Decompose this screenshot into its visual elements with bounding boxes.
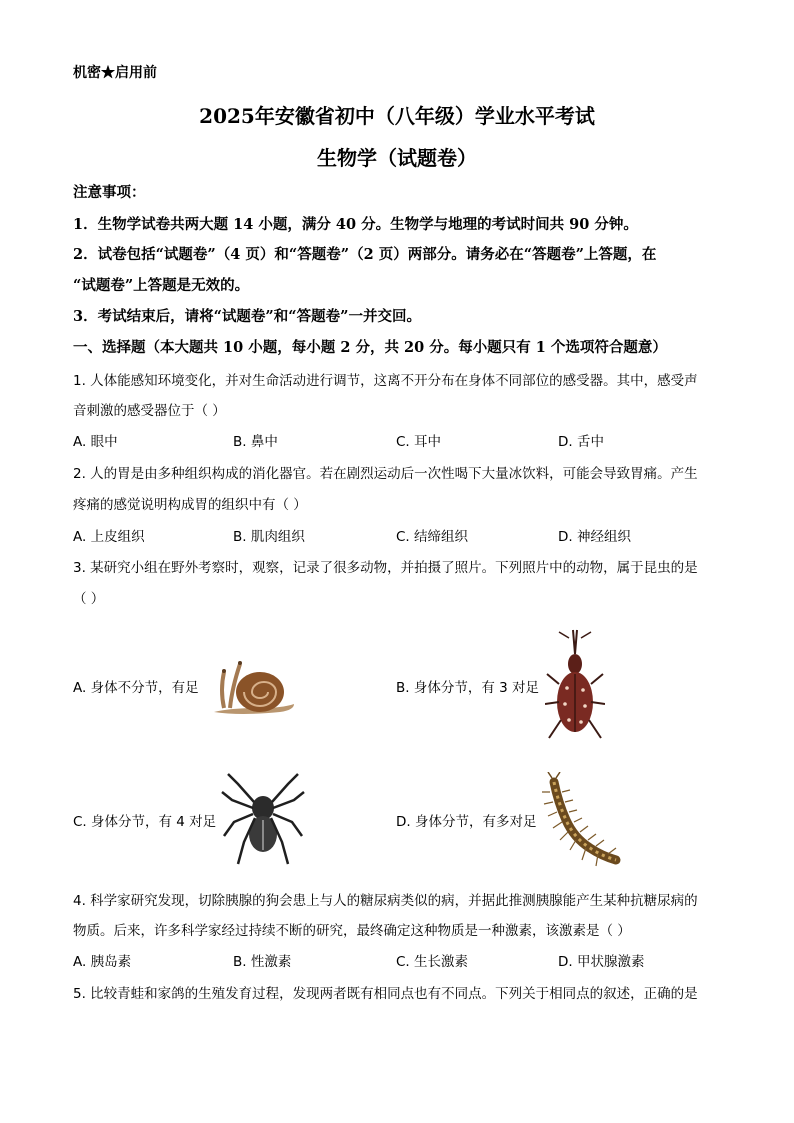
option-d: D. 舌中	[558, 434, 604, 450]
option-d: D. 神经组织	[558, 529, 631, 545]
option-a: A. 胰岛素	[73, 954, 132, 970]
notice-item: 2．试卷包括“试题卷”（4 页）和“答题卷”（2 页）两部分。请务必在“答题卷”上答题，在	[73, 246, 657, 263]
secret-label: 机密★启用前	[73, 65, 157, 81]
notice-item: 1．生物学试卷共两大题 14 小题，满分 40 分。生物学与地理的考试时间共 90 分钟。	[73, 216, 638, 233]
question-text: 1. 人体能感知环境变化，并对生命活动进行调节，这离不开分布在身体不同部位的感受器。其中，感受声	[73, 373, 698, 389]
question-text: 3. 某研究小组在野外考察时，观察，记录了很多动物，并拍摄了照片。下列照片中的动物，属于昆虫的是	[73, 560, 698, 576]
notice-heading: 注意事项：	[73, 184, 146, 201]
exam-title: 2025年安徽省初中（八年级）学业水平考试	[199, 104, 595, 128]
option-c: C. 结缔组织	[396, 529, 469, 545]
option-b: B. 肌肉组织	[233, 529, 305, 545]
beetle-icon	[545, 628, 605, 746]
question-text: 2. 人的胃是由多种组织构成的消化器官。若在剧烈运动后一次性喝下大量冰饮料，可能会导致胃痛。产生	[73, 466, 698, 482]
question-text: 疼痛的感觉说明构成胃的组织中有（ ）	[73, 497, 307, 513]
option-a: A. 上皮组织	[73, 529, 145, 545]
option-c: C. 身体分节，有 4 对足	[73, 814, 217, 830]
snail-icon	[210, 650, 296, 720]
question-text: 物质。后来，许多科学家经过持续不断的研究，最终确定这种物质是一种激素，该激素是（ ）	[73, 923, 631, 939]
notice-item: “试题卷”上答题是无效的。	[73, 277, 250, 294]
option-c: C. 生长激素	[396, 954, 469, 970]
option-b: B. 身体分节，有 3 对足	[396, 680, 540, 696]
spider-icon	[220, 772, 306, 866]
notice-item: 3．考试结束后，请将“试题卷”和“答题卷”一并交回。	[73, 308, 421, 325]
option-c: C. 耳中	[396, 434, 442, 450]
section-heading: 一、选择题（本大题共 10 小题，每小题 2 分，共 20 分。每小题只有 1 个选项符合题意）	[73, 339, 667, 356]
question-text: 4. 科学家研究发现，切除胰腺的狗会患上与人的糖尿病类似的病，并据此推测胰腺能产生某种抗糖尿病的	[73, 893, 698, 909]
centipede-icon	[540, 772, 622, 868]
question-text: 5. 比较青蛙和家鸽的生殖发育过程，发现两者既有相同点也有不同点。下列关于相同点的叙述，正确的是	[73, 986, 698, 1002]
option-b: B. 鼻中	[233, 434, 278, 450]
question-text: 音刺激的感受器位于（ ）	[73, 403, 226, 419]
option-a: A. 身体不分节，有足	[73, 680, 199, 696]
question-text: （ ）	[73, 591, 105, 607]
option-b: B. 性激素	[233, 954, 292, 970]
exam-subtitle: 生物学（试题卷）	[317, 146, 477, 170]
option-d: D. 甲状腺激素	[558, 954, 645, 970]
option-d: D. 身体分节，有多对足	[396, 814, 537, 830]
option-a: A. 眼中	[73, 434, 118, 450]
